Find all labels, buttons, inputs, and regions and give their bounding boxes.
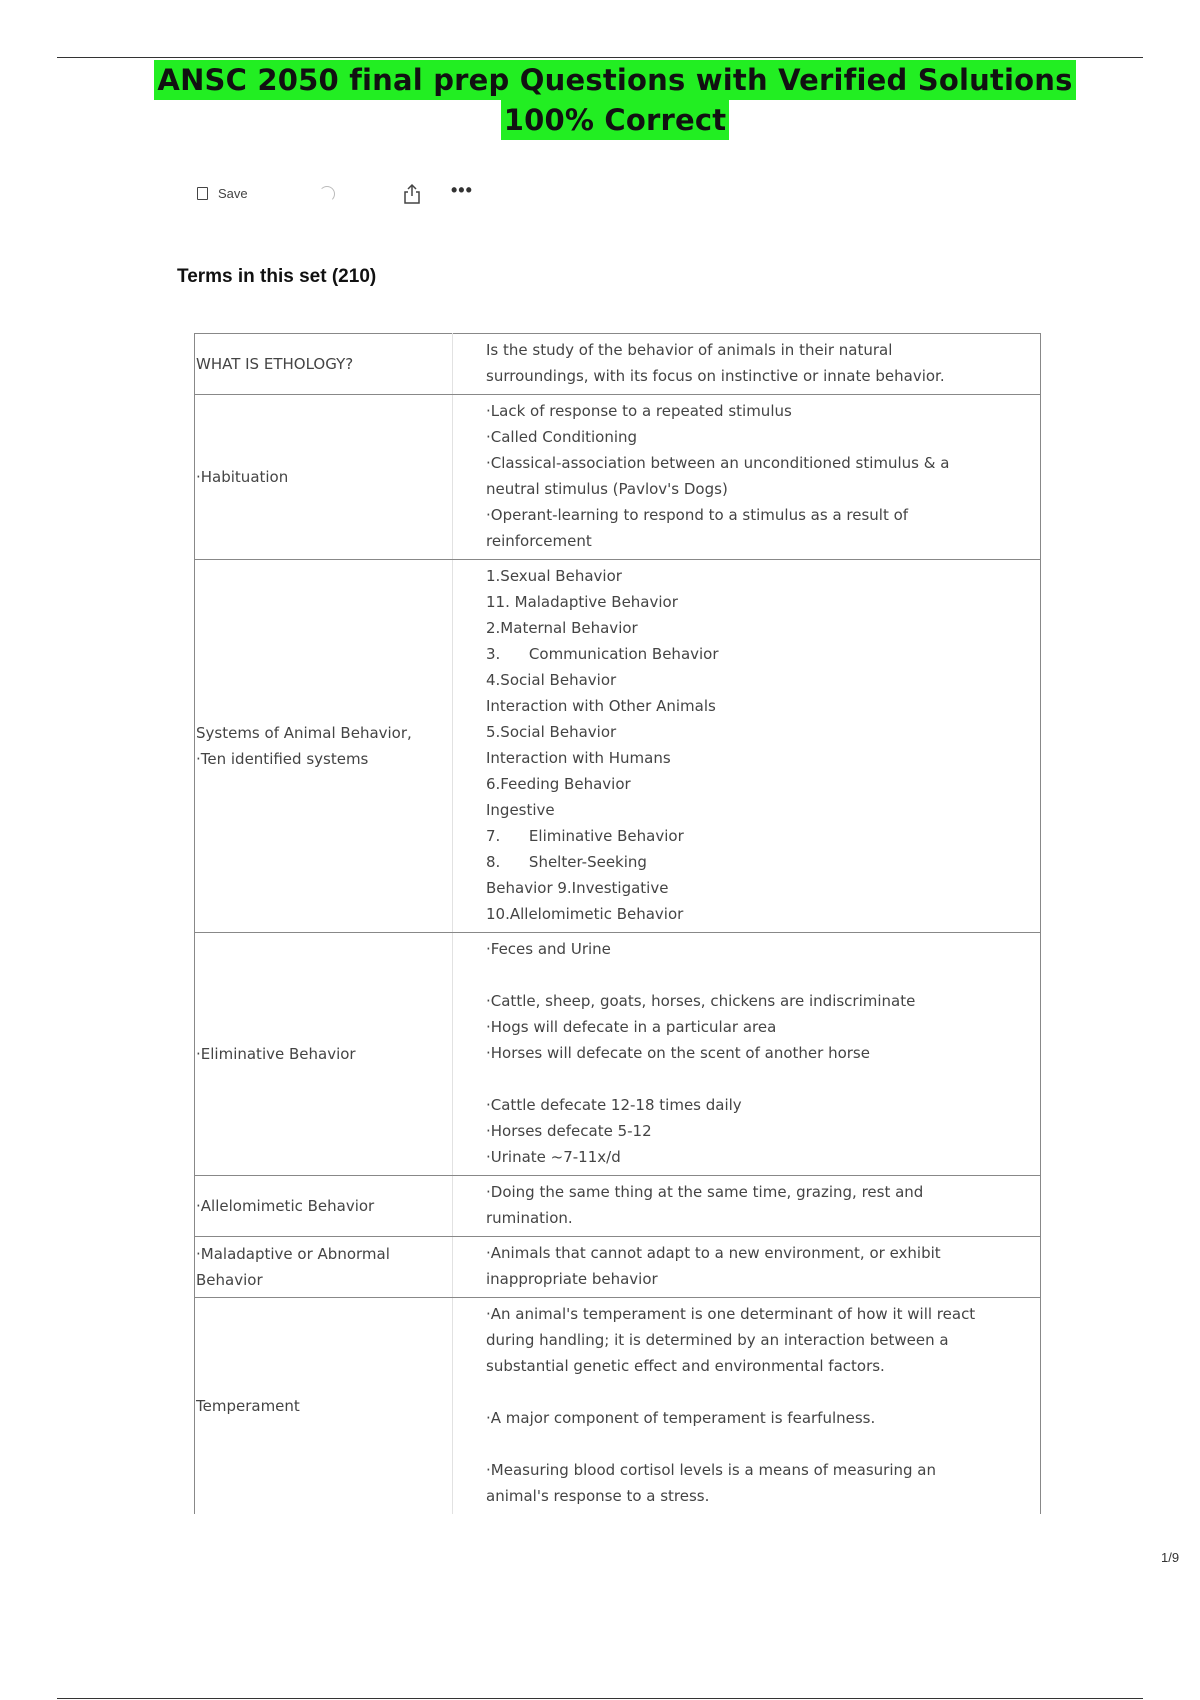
- definition-line: inappropriate behavior: [486, 1270, 658, 1288]
- definition-line: Interaction with Other Animals: [486, 697, 716, 715]
- definition-line: 10.Allelomimetic Behavior: [486, 905, 684, 923]
- definition-line: 7. Eliminative Behavior: [486, 827, 684, 845]
- definition-line: 5.Social Behavior: [486, 723, 617, 741]
- definition-cell: [453, 560, 1041, 933]
- term-cell: [195, 933, 453, 1176]
- term-text: Behavior: [196, 1271, 263, 1289]
- definition-line: Is the study of the behavior of animals in their natural: [486, 341, 893, 359]
- top-rule: [57, 57, 1143, 58]
- term-cell: [195, 1298, 453, 1515]
- term-cell: [195, 1176, 453, 1237]
- document-title: [150, 60, 1080, 140]
- definition-line: [486, 1066, 1032, 1092]
- bottom-rule: [57, 1698, 1143, 1699]
- term-row: [195, 395, 1041, 560]
- term-text: Temperament: [196, 1397, 300, 1415]
- title-line-2: 100% Correct: [501, 100, 730, 140]
- definition-line: Ingestive: [486, 801, 555, 819]
- definition-line: 3. Communication Behavior: [486, 645, 719, 663]
- definition-line: ·Classical-association between an unconditioned stimulus & a: [486, 454, 950, 472]
- term-text: ·Allelomimetic Behavior: [196, 1197, 375, 1215]
- definition-line: ·Hogs will defecate in a particular area: [486, 1018, 777, 1036]
- definition-line: 1.Sexual Behavior: [486, 567, 622, 585]
- more-options-button[interactable]: •••: [451, 180, 473, 200]
- bookmark-icon: [197, 187, 208, 200]
- term-cell: [195, 334, 453, 395]
- term-row: [195, 933, 1041, 1176]
- share-icon: [402, 183, 422, 205]
- term-text: ·Maladaptive or Abnormal: [196, 1245, 390, 1263]
- definition-line: ·Feces and Urine: [486, 940, 611, 958]
- definition-line: ·Urinate ~7-11x/d: [486, 1148, 621, 1166]
- definition-line: [486, 962, 1032, 988]
- definition-line: ·Doing the same thing at the same time, grazing, rest and: [486, 1183, 924, 1201]
- definition-cell: [453, 1298, 1041, 1515]
- definition-line: ·Operant-learning to respond to a stimulus as a result of: [486, 506, 909, 524]
- toolbar: [197, 180, 497, 207]
- term-text: WHAT IS ETHOLOGY?: [196, 355, 354, 373]
- title-line-1: ANSC 2050 final prep Questions with Verified Solutions: [154, 60, 1075, 100]
- definition-line: ·Measuring blood cortisol levels is a means of measuring an: [486, 1461, 936, 1479]
- term-cell: [195, 560, 453, 933]
- definition-cell: [453, 1176, 1041, 1237]
- term-row: [195, 1176, 1041, 1237]
- term-cell: [195, 395, 453, 560]
- definition-line: reinforcement: [486, 532, 592, 550]
- term-text: Systems of Animal Behavior,: [196, 724, 412, 742]
- definition-line: 4.Social Behavior: [486, 671, 617, 689]
- definition-line: animal's response to a stress.: [486, 1487, 710, 1505]
- term-cell: [195, 1237, 453, 1298]
- definition-cell: [453, 334, 1041, 395]
- definition-line: 8. Shelter-Seeking: [486, 853, 647, 871]
- definition-line: ·An animal's temperament is one determinant of how it will react: [486, 1305, 976, 1323]
- term-text: ·Eliminative Behavior: [196, 1045, 356, 1063]
- page-number: 1/9: [1161, 1550, 1180, 1565]
- loading-spinner-icon: [319, 186, 335, 202]
- term-text: ·Habituation: [196, 468, 289, 486]
- definition-line: surroundings, with its focus on instinctive or innate behavior.: [486, 367, 945, 385]
- definition-cell: [453, 933, 1041, 1176]
- definition-line: [486, 1431, 1032, 1457]
- save-label: Save: [218, 186, 248, 201]
- definition-line: ·Cattle defecate 12-18 times daily: [486, 1096, 742, 1114]
- definition-line: ·Called Conditioning: [486, 428, 638, 446]
- share-button[interactable]: [402, 183, 422, 210]
- terms-table: [194, 333, 1041, 1514]
- term-row: [195, 560, 1041, 933]
- definition-line: ·A major component of temperament is fearfulness.: [486, 1409, 876, 1427]
- definition-line: ·Animals that cannot adapt to a new environment, or exhibit: [486, 1244, 941, 1262]
- term-row: [195, 1298, 1041, 1515]
- definition-line: ·Horses defecate 5-12: [486, 1122, 652, 1140]
- definition-line: ·Cattle, sheep, goats, horses, chickens are indiscriminate: [486, 992, 916, 1010]
- definition-cell: [453, 1237, 1041, 1298]
- definition-line: 6.Feeding Behavior: [486, 775, 631, 793]
- term-row: [195, 334, 1041, 395]
- term-row: [195, 1237, 1041, 1298]
- terms-heading: Terms in this set (210): [177, 266, 377, 287]
- definition-line: [486, 1379, 1032, 1405]
- term-text: ·Ten identified systems: [196, 750, 369, 768]
- definition-line: rumination.: [486, 1209, 573, 1227]
- definition-line: during handling; it is determined by an interaction between a: [486, 1331, 949, 1349]
- definition-line: Behavior 9.Investigative: [486, 879, 669, 897]
- save-button[interactable]: [197, 186, 248, 201]
- definition-line: neutral stimulus (Pavlov's Dogs): [486, 480, 728, 498]
- definition-line: substantial genetic effect and environmental factors.: [486, 1357, 885, 1375]
- definition-line: ·Horses will defecate on the scent of another horse: [486, 1044, 870, 1062]
- definition-line: Interaction with Humans: [486, 749, 671, 767]
- definition-cell: [453, 395, 1041, 560]
- definition-line: ·Lack of response to a repeated stimulus: [486, 402, 792, 420]
- definition-line: 2.Maternal Behavior: [486, 619, 638, 637]
- definition-line: 11. Maladaptive Behavior: [486, 593, 678, 611]
